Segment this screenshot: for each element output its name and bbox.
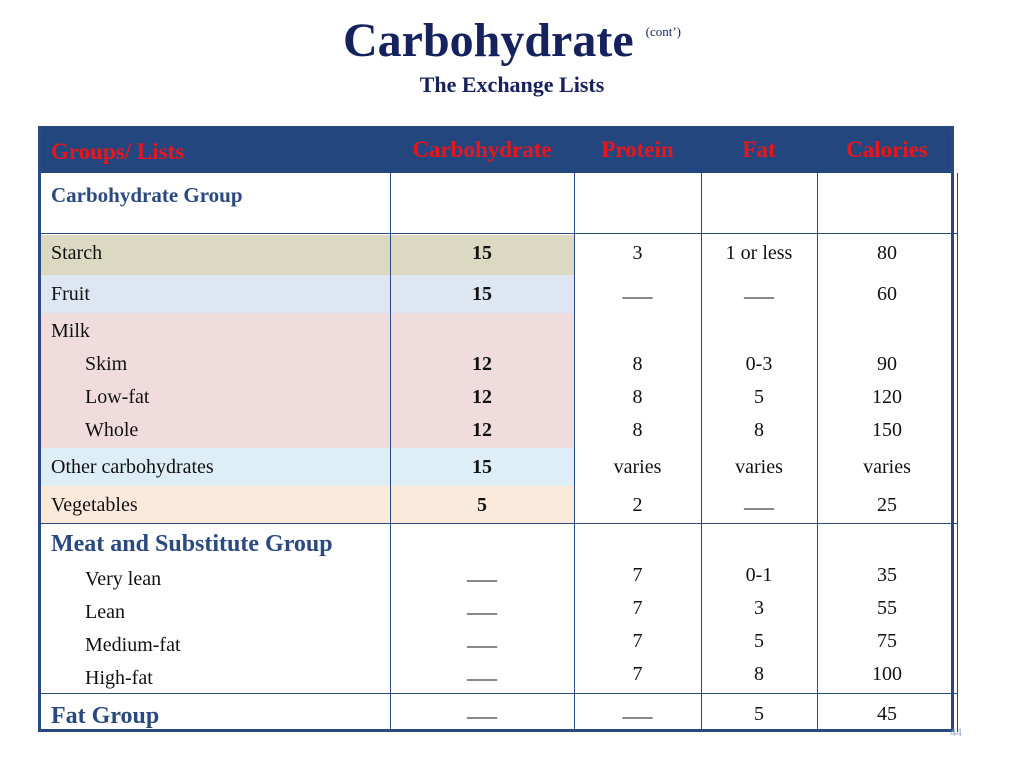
milk-whole-protein: 8 xyxy=(632,419,643,441)
grid-line xyxy=(41,233,957,234)
milk-whole-carb: 12 xyxy=(472,419,492,441)
title-suffix: (cont’) xyxy=(645,24,682,39)
meat-verylean-label: Very lean xyxy=(85,568,162,590)
other-carbs-label: Other carbohydrates xyxy=(51,456,214,478)
slide-subtitle: The Exchange Lists xyxy=(419,72,605,97)
meat-mediumfat-protein: 7 xyxy=(632,630,643,652)
milk-lowfat-fat: 5 xyxy=(754,386,764,408)
meat-lean-protein: 7 xyxy=(632,597,643,619)
milk-lowfat-carb: 12 xyxy=(472,386,492,408)
carbohydrate-group-label: Carbohydrate Group xyxy=(51,183,243,207)
meat-lean-carb: ___ xyxy=(467,595,497,617)
fruit-calories: 60 xyxy=(877,283,897,305)
vegetables-fat: ___ xyxy=(744,490,774,512)
fat-group-calories: 45 xyxy=(877,703,897,725)
fruit-fat: ___ xyxy=(744,279,774,301)
starch-protein: 3 xyxy=(632,242,643,264)
meat-mediumfat-carb: ___ xyxy=(467,628,497,650)
milk-whole-calories: 150 xyxy=(872,419,902,441)
header-carbohydrate: Carbohydrate xyxy=(412,137,552,162)
fruit-label: Fruit xyxy=(51,283,90,305)
meat-verylean-carb: ___ xyxy=(467,562,497,584)
header-fat: Fat xyxy=(742,137,776,162)
milk-skim-fat: 0-3 xyxy=(745,353,773,375)
grid-line xyxy=(41,523,957,524)
fat-group-carb: ___ xyxy=(467,699,497,721)
meat-highfat-calories: 100 xyxy=(872,663,902,685)
fruit-carb: 15 xyxy=(472,283,492,305)
meat-lean-calories: 55 xyxy=(877,597,897,619)
meat-highfat-fat: 8 xyxy=(754,663,764,685)
milk-lowfat-protein: 8 xyxy=(632,386,643,408)
vegetables-protein: 2 xyxy=(632,494,643,516)
meat-mediumfat-label: Medium-fat xyxy=(85,634,181,656)
grid-line xyxy=(41,693,957,694)
meat-highfat-protein: 7 xyxy=(632,663,643,685)
other-carbs-protein: varies xyxy=(613,456,662,478)
header-groups: Groups/ Lists xyxy=(51,139,185,164)
milk-whole-label: Whole xyxy=(85,419,139,441)
milk-skim-calories: 90 xyxy=(877,353,897,375)
fat-group-label: Fat Group xyxy=(51,703,160,729)
header-protein: Protein xyxy=(601,137,674,162)
milk-lowfat-calories: 120 xyxy=(872,386,902,408)
meat-verylean-calories: 35 xyxy=(877,564,897,586)
fruit-protein: ___ xyxy=(622,279,653,301)
meat-verylean-fat: 0-1 xyxy=(745,564,773,586)
vegetables-calories: 25 xyxy=(877,494,897,516)
starch-label: Starch xyxy=(51,242,103,264)
meat-verylean-protein: 7 xyxy=(632,564,643,586)
starch-calories: 80 xyxy=(877,242,897,264)
meat-highfat-label: High-fat xyxy=(85,667,153,689)
meat-group-label: Meat and Substitute Group xyxy=(51,531,333,557)
meat-lean-fat: 3 xyxy=(754,597,764,619)
exchange-table xyxy=(38,126,954,732)
fat-group-protein: ___ xyxy=(622,699,653,721)
milk-whole-fat: 8 xyxy=(754,419,764,441)
vegetables-label: Vegetables xyxy=(51,494,138,516)
slide-title-area xyxy=(0,12,1024,98)
header-calories: Calories xyxy=(846,137,928,162)
milk-skim-carb: 12 xyxy=(472,353,492,375)
milk-skim-protein: 8 xyxy=(632,353,643,375)
vegetables-carb: 5 xyxy=(477,494,487,516)
milk-skim-label: Skim xyxy=(85,353,128,375)
other-carbs-fat: varies xyxy=(735,456,783,478)
slide-title: Carbohydrate xyxy=(342,14,634,67)
starch-fat: 1 or less xyxy=(725,242,793,264)
other-carbs-carb: 15 xyxy=(472,456,492,478)
fat-group-fat: 5 xyxy=(754,703,764,725)
meat-mediumfat-fat: 5 xyxy=(754,630,764,652)
milk-label: Milk xyxy=(51,320,90,342)
starch-carb: 15 xyxy=(472,242,492,264)
meat-mediumfat-calories: 75 xyxy=(877,630,897,652)
milk-lowfat-label: Low-fat xyxy=(85,386,150,408)
slide-number: 44 xyxy=(950,725,962,739)
other-carbs-calories: varies xyxy=(863,456,911,478)
grid-line xyxy=(957,173,958,732)
meat-highfat-carb: ___ xyxy=(467,661,497,683)
meat-lean-label: Lean xyxy=(85,601,125,623)
